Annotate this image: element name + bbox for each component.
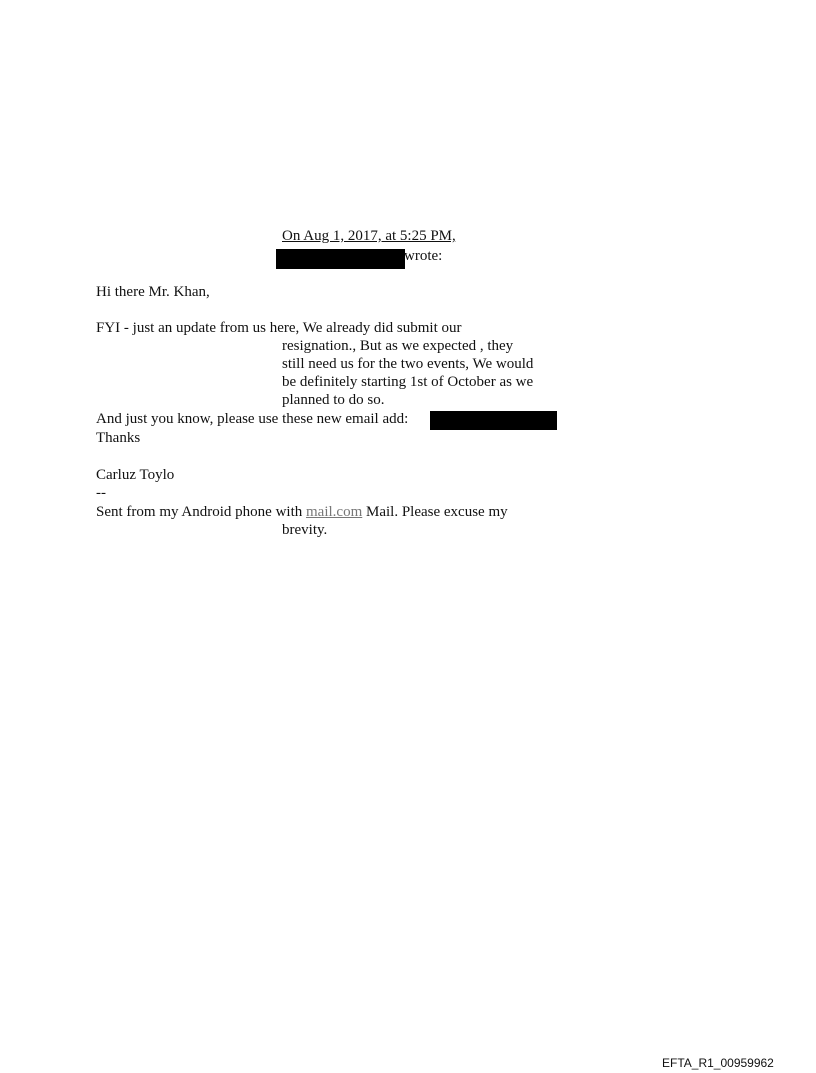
sent-from-line [96, 503, 508, 521]
sent-from-suffix: Mail. Please excuse my [362, 504, 508, 520]
sent-from-continuation: brevity. [282, 522, 328, 538]
document-id: EFTA_R1_00959962 [662, 1056, 774, 1070]
body-paragraph-line-1: FYI - just an update from us here, We already did submit our [96, 320, 462, 336]
redacted-email-block [430, 411, 557, 430]
redacted-sender-block [276, 249, 405, 269]
signature-name: Carluz Toylo [96, 467, 175, 483]
signature-separator: -- [96, 485, 106, 501]
body-paragraph-line-5: planned to do so. [282, 392, 385, 408]
body-paragraph-line-2: resignation., But as we expected , they [282, 338, 514, 354]
sent-from-prefix: Sent from my Android phone with [96, 504, 306, 520]
thanks-line: Thanks [96, 430, 141, 446]
email-header-wrote: wrote: [404, 248, 443, 264]
email-header-date: On Aug 1, 2017, at 5:25 PM, [282, 228, 456, 244]
new-email-line: And just you know, please use these new email add: [96, 411, 409, 427]
mail-com-link[interactable]: mail.com [306, 504, 363, 520]
body-paragraph-line-3: still need us for the two events, We would [282, 356, 534, 372]
body-paragraph-line-4: be definitely starting 1st of October as we [282, 374, 534, 390]
greeting: Hi there Mr. Khan, [96, 284, 210, 300]
